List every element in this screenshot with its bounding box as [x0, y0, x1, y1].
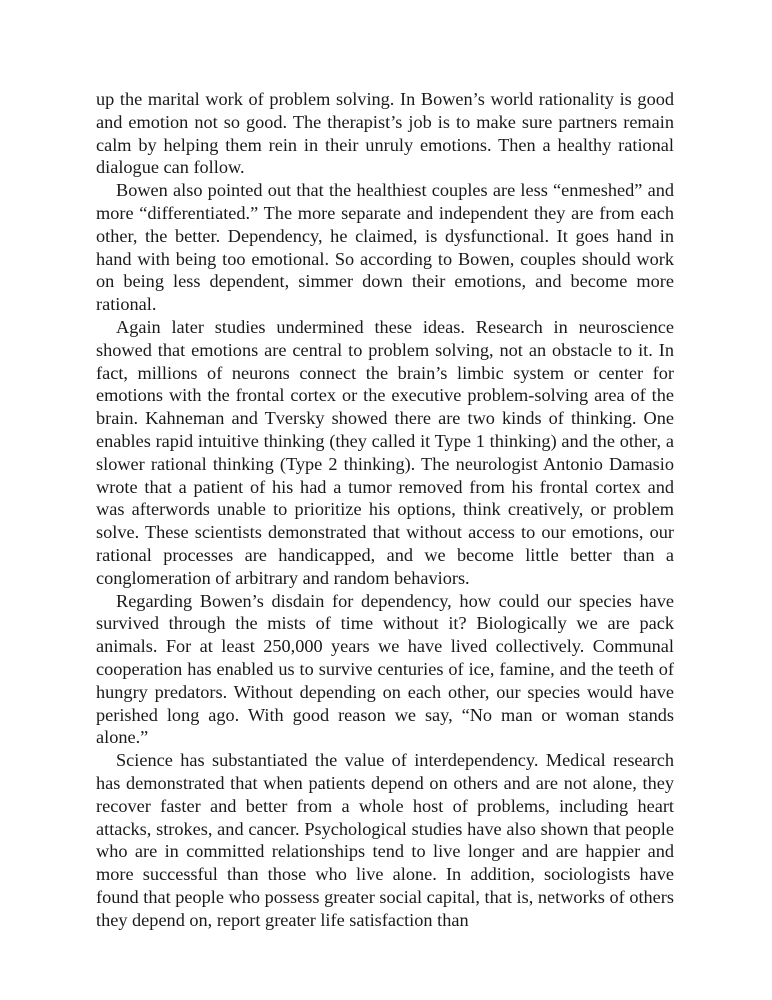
- paragraph-bowen-differentiation: Bowen also pointed out that the healthiest couples are less “enmeshed” and more “differentiated.” The more separate and independent they are from each other, the better. Dependency, he claimed, is dysfunctional. It goes hand in hand with being too emotional. So according to Bowen, couples should work on being less dependent, simmer down their emotions, and become more rational.: [96, 180, 674, 315]
- paragraph-interdependency: Science has substantiated the value of interdependency. Medical research has demonstrated that when patients depend on others and are not alone, they recover faster and better from a whole host of problems, including heart attacks, strokes, and cancer. Psychological studies have also shown that people who are in committed relationships tend to live longer and are happier and more successful than those who live alone. In addition, sociologists have found that people who possess greater social capital, that is, networks of others they depend on, report greater life satisfaction than: [96, 750, 674, 930]
- paragraph-neuroscience: Again later studies undermined these ideas. Research in neuroscience showed that emotions are central to problem solving, not an obstacle to it. In fact, millions of neurons connect the brain’s limbic system or center for emotions with the frontal cortex or the executive problem-solving area of the brain. Kahneman and Tversky showed there are two kinds of thinking. One enables rapid intuitive thinking (they called it Type 1 thinking) and the other, a slower rational thinking (Type 2 thinking). The neurologist Antonio Damasio wrote that a patient of his had a tumor removed from his frontal cortex and was afterwords unable to prioritize his options, think creatively, or problem solve. These scientists demonstrated that without access to our emotions, our rational processes are handicapped, and we become little better than a conglomeration of arbitrary and random behaviors.: [96, 316, 674, 588]
- paragraph-continuation: up the marital work of problem solving. In Bowen’s world rationality is good and emotion not so good. The therapist’s job is to make sure partners remain calm by helping them rein in their unruly emotions. Then a healthy rational dialogue can follow.: [96, 89, 674, 178]
- page-body: [96, 88, 674, 931]
- paragraph-dependency: Regarding Bowen’s disdain for dependency, how could our species have survived through the mists of time without it? Biologically we are pack animals. For at least 250,000 years we have lived collectively. Communal cooperation has enabled us to survive centuries of ice, famine, and the teeth of hungry predators. Without depending on each other, our species would have perished long ago. With good reason we say, “No man or woman stands alone.”: [96, 590, 674, 748]
